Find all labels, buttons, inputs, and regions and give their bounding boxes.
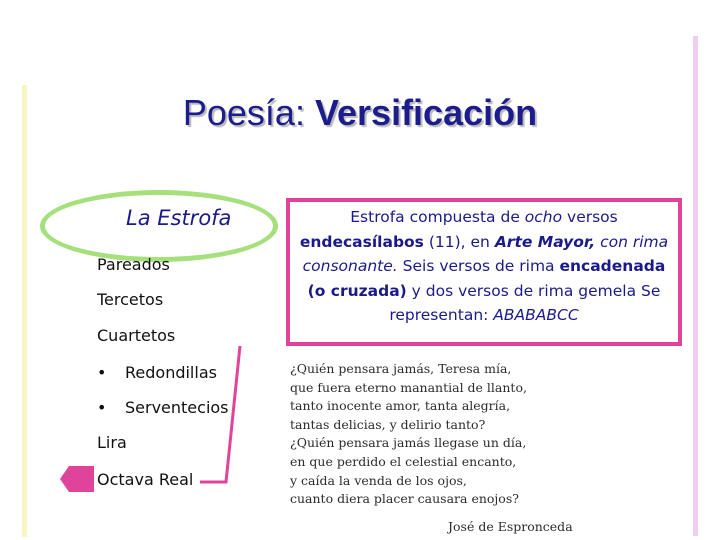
poem-line: ¿Quién pensara jamás, Teresa mía, xyxy=(290,361,512,376)
poem-excerpt xyxy=(290,360,680,509)
definition-arte-mayor: Arte Mayor, xyxy=(494,232,596,251)
bullet-icon: • xyxy=(97,398,107,417)
definition-encadenada: encadenada (o cruzada) xyxy=(307,257,666,300)
poem-line: tanto inocente amor, tanta alegría, xyxy=(290,398,511,414)
list-item-pareados: Pareados xyxy=(97,255,170,274)
title-part-poesia: Poesía: xyxy=(182,92,305,133)
definition-text: (11), en xyxy=(423,232,495,251)
definition-ocho: ocho xyxy=(524,208,563,226)
left-decorative-bar xyxy=(22,85,27,537)
slide-title xyxy=(0,92,720,134)
redondillas-label: Redondillas xyxy=(125,363,217,382)
pointer-marker-icon xyxy=(60,466,94,492)
poem-author: José de Espronceda xyxy=(448,519,573,534)
estrofa-label: La Estrofa xyxy=(126,206,232,230)
list-item-serventecios xyxy=(97,398,229,417)
poem-line: tantas delicias, y delirio tanto? xyxy=(290,416,486,432)
poem-line: ¿Quién pensara jamás llegase un día, xyxy=(290,435,527,451)
octava-real-definition-box xyxy=(286,198,682,346)
list-item-lira: Lira xyxy=(97,433,127,452)
definition-text: Estrofa compuesta de xyxy=(350,208,525,226)
title-part-versificacion: Versificación xyxy=(314,92,538,133)
definition-endecasilabos: endecasílabos xyxy=(299,232,424,251)
serventecios-label: Serventecios xyxy=(125,398,229,417)
list-item-octava-real: Octava Real xyxy=(97,470,194,489)
definition-scheme: ABABABCC xyxy=(493,306,579,324)
list-item-tercetos: Tercetos xyxy=(97,290,164,309)
list-item-cuartetos: Cuartetos xyxy=(97,326,176,345)
bullet-icon: • xyxy=(97,363,107,382)
poem-line: que fuera eterno manantial de llanto, xyxy=(290,379,527,395)
definition-text: Seis versos de rima xyxy=(397,257,560,275)
poem-line: cuanto diera placer causara enojos? xyxy=(290,491,519,507)
poem-line: y caída la venda de los ojos, xyxy=(290,472,467,488)
poem-line: en que perdido el celestial encanto, xyxy=(290,453,517,469)
definition-rima-consonante: con rima consonante. xyxy=(302,232,669,275)
definition-text: versos xyxy=(562,208,618,226)
definition-text: y dos versos de rima gemela Se representan: xyxy=(389,281,661,324)
list-item-redondillas xyxy=(97,363,217,382)
